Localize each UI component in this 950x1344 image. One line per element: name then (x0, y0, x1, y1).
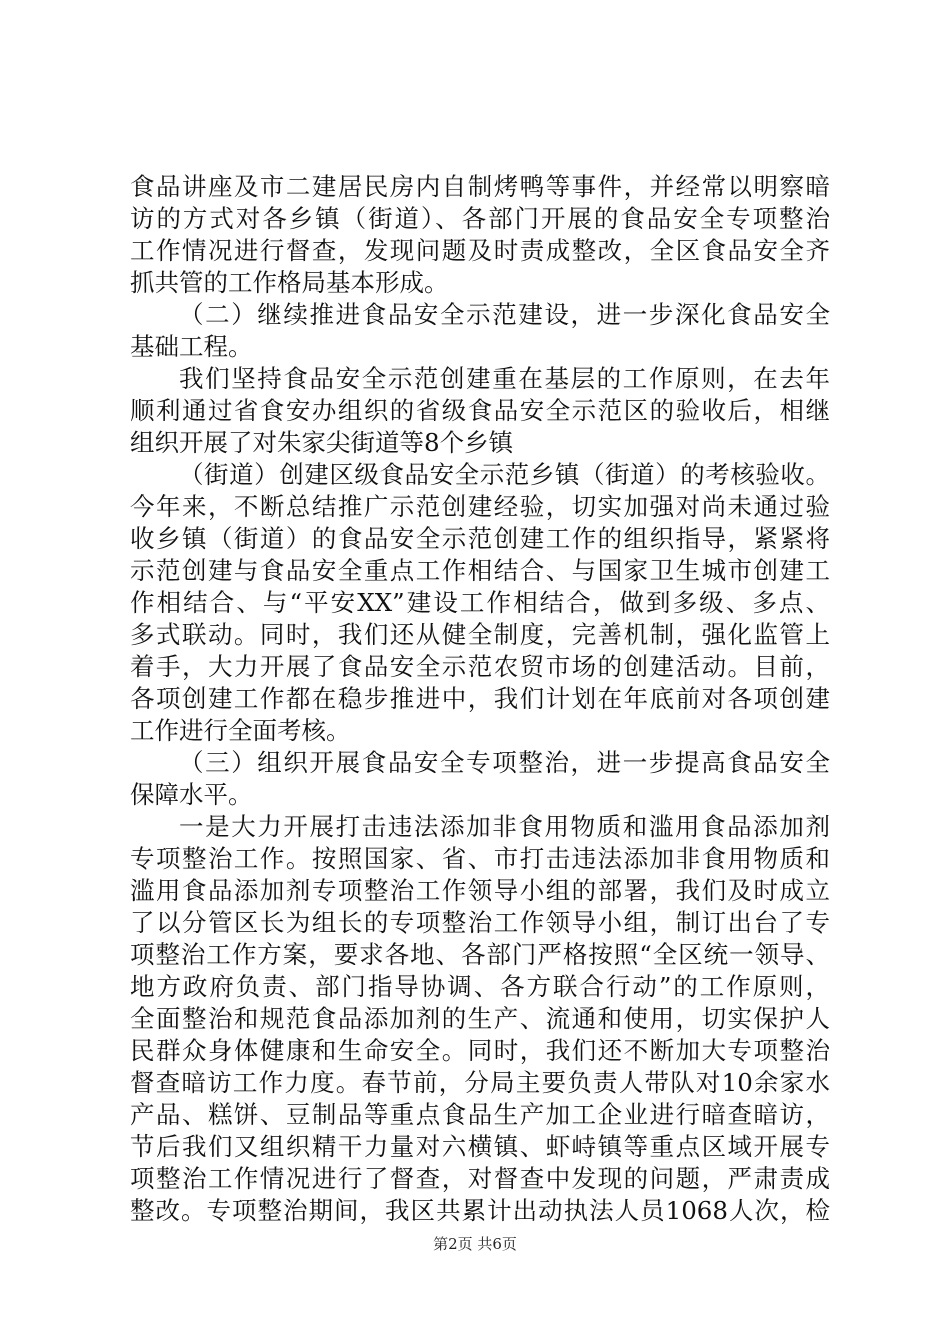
text-line: 项整治工作情况进行了督查，对督查中发现的问题，严肃责成 (130, 1164, 830, 1193)
document-body (130, 171, 830, 1227)
text-line: 一是大力开展打击违法添加非食用物质和滥用食品添加剂 (179, 812, 830, 841)
text-line: 项整治工作方案，要求各地、各部门严格按照“全区统一领导、 (130, 940, 830, 969)
text-line: 滥用食品添加剂专项整治工作领导小组的部署，我们及时成立 (130, 876, 830, 905)
text-line: 组织开展了对朱家尖街道等8个乡镇 (130, 428, 514, 457)
text-line: （街道）创建区级食品安全示范乡镇（街道）的考核验收。 (179, 460, 830, 489)
text-line: 产品、糕饼、豆制品等重点食品生产加工企业进行暗查暗访， (130, 1100, 830, 1129)
text-line: 着手，大力开展了食品安全示范农贸市场的创建活动。目前， (130, 652, 830, 681)
text-line: 各项创建工作都在稳步推进中，我们计划在年底前对各项创建 (130, 684, 830, 713)
text-line: 了以分管区长为组长的专项整治工作领导小组，制订出台了专 (130, 908, 830, 937)
section-heading-line: 保障水平。 (130, 780, 253, 809)
text-line: 顺利通过省食安办组织的省级食品安全示范区的验收后，相继 (130, 396, 830, 425)
text-line: 工作进行全面考核。 (130, 716, 351, 745)
text-line: 抓共管的工作格局基本形成。 (130, 268, 449, 297)
text-line: 民群众身体健康和生命安全。同时，我们还不断加大专项整治 (130, 1036, 830, 1065)
section-heading-line: （二）继续推进食品安全示范建设，进一步深化食品安全 (179, 300, 830, 329)
text-line: 节后我们又组织精干力量对六横镇、虾峙镇等重点区域开展专 (130, 1132, 830, 1161)
text-line: 多式联动。同时，我们还从健全制度，完善机制，强化监管上 (130, 620, 830, 649)
section-heading-line: 基础工程。 (130, 332, 253, 361)
text-line: 收乡镇（街道）的食品安全示范创建工作的组织指导，紧紧将 (130, 524, 830, 553)
text-line: 全面整治和规范食品添加剂的生产、流通和使用，切实保护人 (130, 1004, 830, 1033)
text-line: 我们坚持食品安全示范创建重在基层的工作原则，在去年 (179, 364, 830, 393)
text-line: 专项整治工作。按照国家、省、市打击违法添加非食用物质和 (130, 844, 830, 873)
text-line: 访的方式对各乡镇（街道）、各部门开展的食品安全专项整治 (130, 204, 830, 233)
section-heading-line: （三）组织开展食品安全专项整治，进一步提高食品安全 (179, 748, 830, 777)
text-line: 示范创建与食品安全重点工作相结合、与国家卫生城市创建工 (130, 556, 830, 585)
text-line: 督查暗访工作力度。春节前，分局主要负责人带队对10余家水 (130, 1068, 830, 1097)
text-line: 工作情况进行督查，发现问题及时责成整改，全区食品安全齐 (130, 236, 830, 265)
text-line: 地方政府负责、部门指导协调、各方联合行动”的工作原则， (130, 972, 830, 1001)
text-line: 今年来，不断总结推广示范创建经验，切实加强对尚未通过验 (130, 492, 830, 521)
page-number-footer: 第2页 共6页 (433, 1235, 517, 1253)
text-line: 食品讲座及市二建居民房内自制烤鸭等事件，并经常以明察暗 (130, 172, 830, 201)
text-line: 整改。专项整治期间，我区共累计出动执法人员1068人次，检 (130, 1196, 830, 1225)
text-line: 作相结合、与“平安XX”建设工作相结合，做到多级、多点、 (130, 588, 830, 617)
